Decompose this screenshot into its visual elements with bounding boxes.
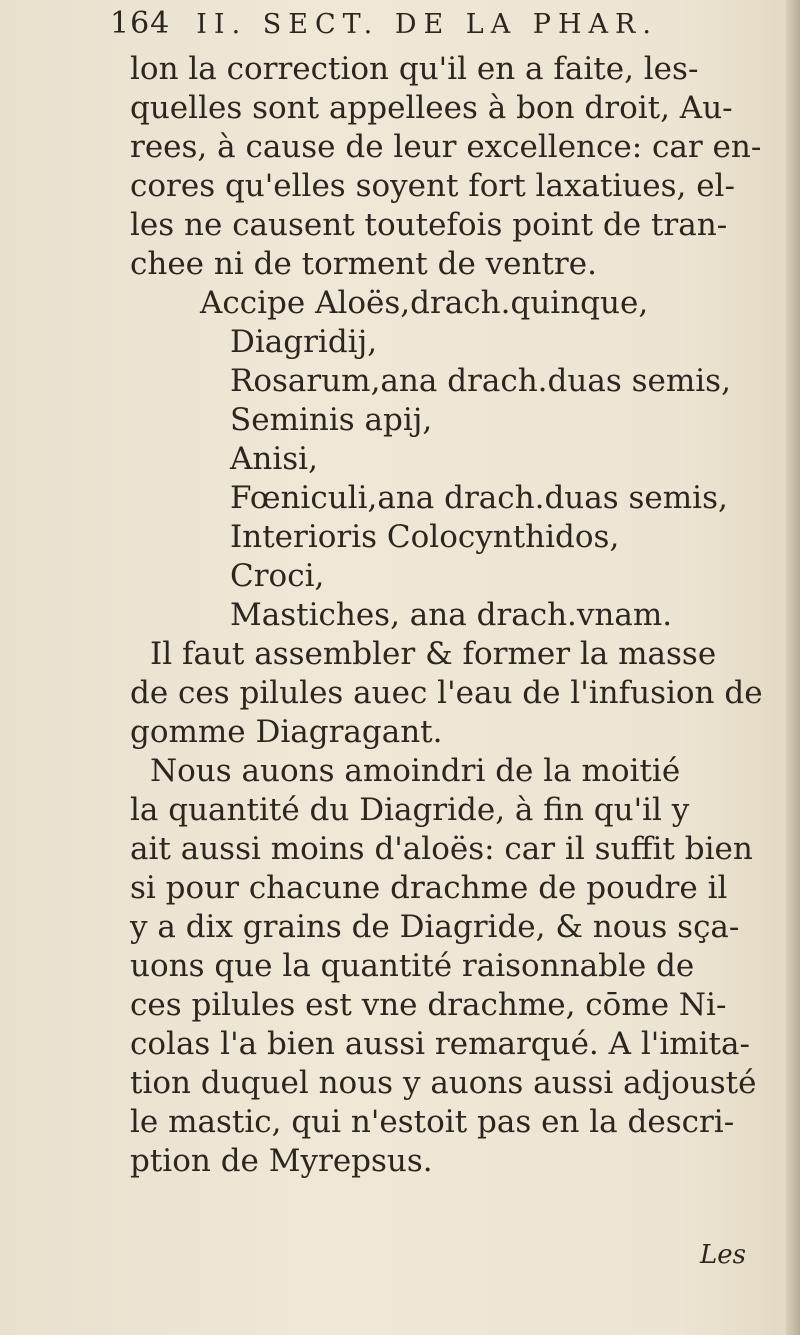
text-line: quelles sont appellees à bon droit, Au-	[130, 90, 733, 126]
text-line: de ces pilules auec l'eau de l'infusion de	[130, 675, 763, 711]
recipe-line: Fœniculi,ana drach.duas semis,	[230, 480, 728, 516]
text-line: ait aussi moins d'aloës: car il suffit bien	[130, 831, 753, 867]
page-number: 164	[110, 6, 171, 41]
recipe-line: Mastiches, ana drach.vnam.	[230, 597, 673, 633]
text-line: lon la correction qu'il en a faite, les-	[130, 51, 699, 87]
text-line: rees, à cause de leur excellence: car en-	[130, 129, 762, 165]
running-head: II. SECT. DE LA PHAR.	[196, 9, 658, 40]
text-line: gomme Diagragant.	[130, 714, 443, 750]
text-line: si pour chacune drachme de poudre il	[130, 870, 728, 906]
recipe-line: Diagridij,	[230, 324, 378, 360]
text-line: ces pilules est vne drachme, cōme Ni-	[130, 987, 727, 1023]
text-line: le mastic, qui n'estoit pas en la descri-	[130, 1104, 735, 1140]
text-line: cores qu'elles soyent fort laxatiues, el-	[130, 168, 735, 204]
recipe-line: Anisi,	[230, 441, 318, 477]
text-line: y a dix grains de Diagride, & nous sça-	[130, 909, 740, 945]
text-line: tion duquel nous y auons aussi adjousté	[130, 1065, 757, 1101]
recipe-line: Accipe Aloës,drach.quinque,	[200, 285, 649, 321]
body-text	[130, 50, 780, 1181]
page-edge	[786, 0, 800, 1335]
text-line: ption de Myrepsus.	[130, 1143, 433, 1179]
text-line: la quantité du Diagride, à fin qu'il y	[130, 792, 690, 828]
catchword: Les	[700, 1240, 746, 1270]
recipe-line: Croci,	[230, 558, 325, 594]
text-line: Il faut assembler & former la masse	[150, 636, 717, 672]
text-line: colas l'a bien aussi remarqué. A l'imita-	[130, 1026, 750, 1062]
text-line: Nous auons amoindri de la moitié	[150, 753, 681, 789]
text-line: uons que la quantité raisonnable de	[130, 948, 695, 984]
recipe-line: Interioris Colocynthidos,	[230, 519, 620, 555]
recipe-line: Rosarum,ana drach.duas semis,	[230, 363, 731, 399]
recipe-line: Seminis apij,	[230, 402, 433, 438]
text-line: chee ni de torment de ventre.	[130, 246, 597, 282]
page-header	[110, 6, 750, 52]
text-line: les ne causent toutefois point de tran-	[130, 207, 728, 243]
